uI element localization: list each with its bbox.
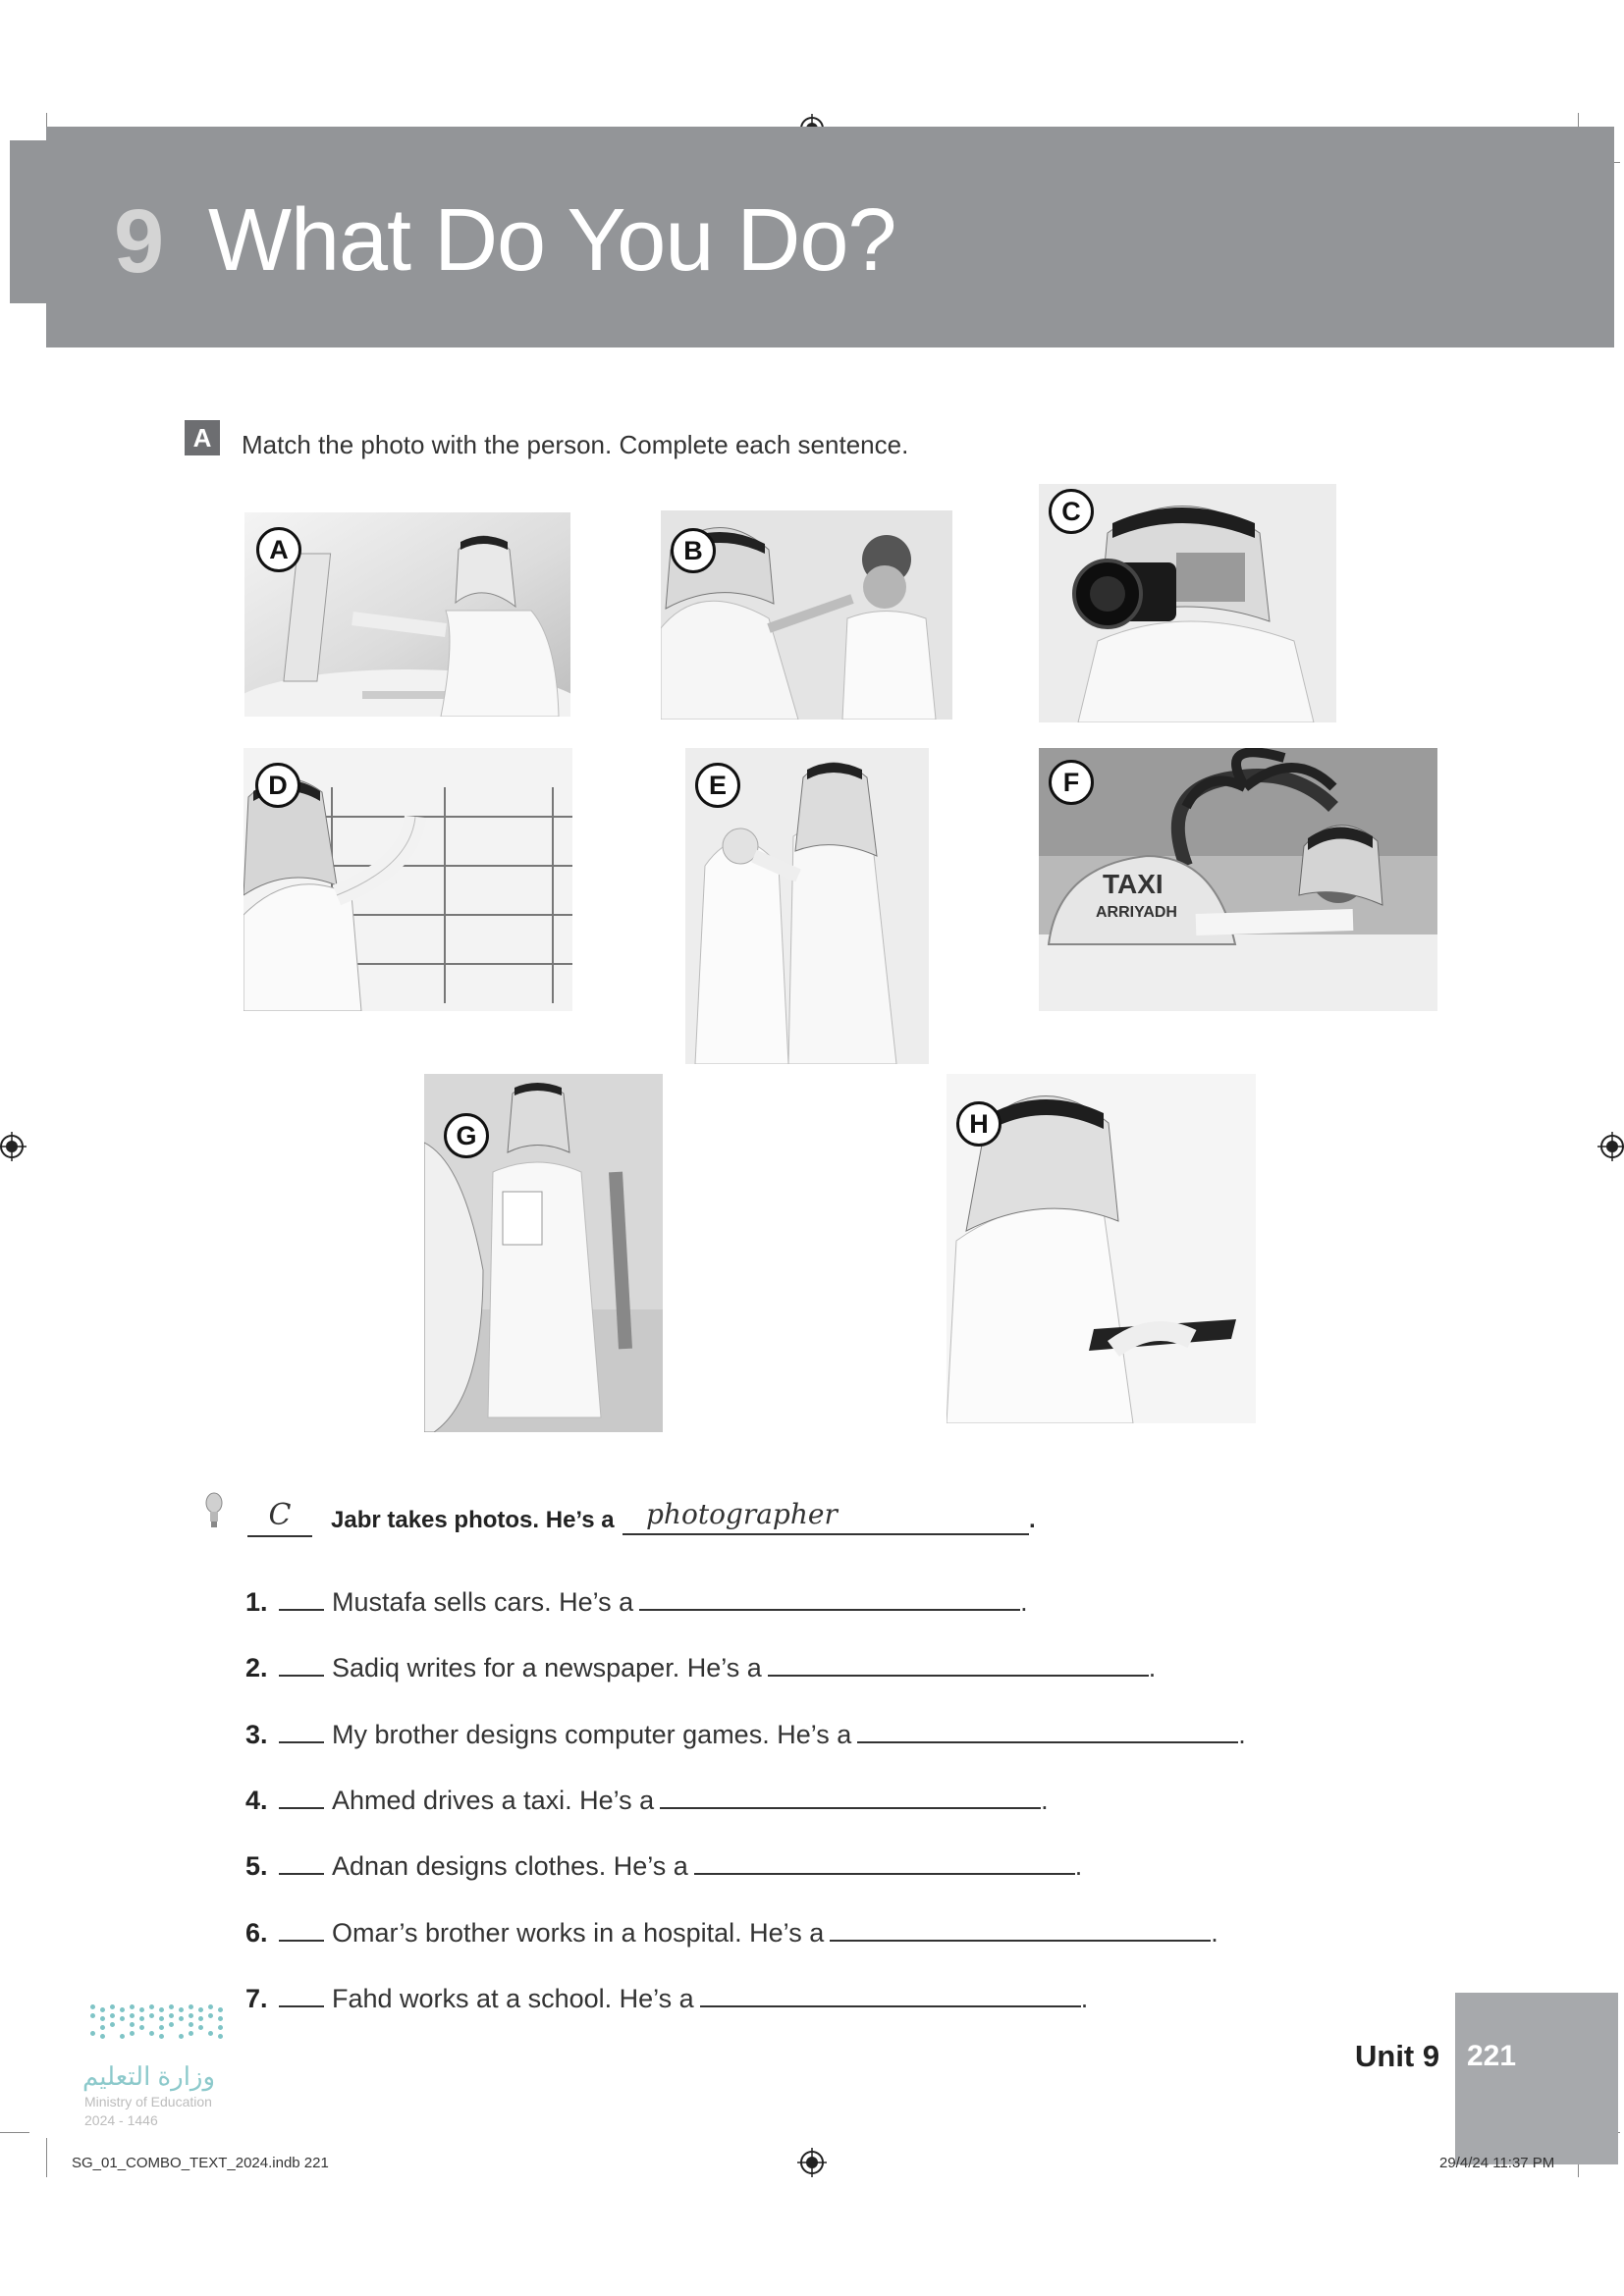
- answer-blank-field[interactable]: [830, 1914, 1211, 1942]
- answer-blank-field[interactable]: [700, 1980, 1081, 2007]
- instruction-text: Match the photo with the person. Complete each sentence.: [242, 430, 909, 459]
- answer-blank-field[interactable]: [660, 1782, 1041, 1809]
- letter-blank-field[interactable]: [279, 1914, 324, 1942]
- logo-dot: [149, 2004, 154, 2009]
- question-period: .: [1238, 1720, 1246, 1749]
- logo-dot: [100, 2007, 105, 2012]
- logo-dot: [139, 2025, 144, 2030]
- logo-dot: [218, 2007, 223, 2012]
- page-number: 221: [1467, 2040, 1517, 2072]
- logo-dot: [100, 2016, 105, 2021]
- example-answer-letter: C: [247, 1498, 312, 1537]
- logo-dot: [149, 2013, 154, 2018]
- letter-blank-field[interactable]: [279, 1847, 324, 1875]
- photo-f-image: [1039, 748, 1437, 1011]
- logo-dot: [179, 2016, 184, 2021]
- photo-label: E: [695, 763, 740, 808]
- logo-dot: [110, 2013, 115, 2018]
- question-text: Omar’s brother works in a hospital. He’s a: [332, 1918, 825, 1948]
- photo-label: D: [255, 763, 300, 808]
- question-text: Sadiq writes for a newspaper. He’s a: [332, 1653, 762, 1682]
- question-number: 7.: [245, 1984, 268, 2013]
- photo-g: [424, 1074, 663, 1432]
- logo-dot: [208, 2031, 213, 2036]
- answer-blank-field[interactable]: [768, 1649, 1149, 1677]
- photo-f: [1039, 748, 1437, 1011]
- logo-dot: [189, 2004, 193, 2009]
- logo-dot: [179, 2007, 184, 2012]
- logo-dot: [159, 2007, 164, 2012]
- logo-dot: [198, 2007, 203, 2012]
- answer-blank-field[interactable]: [639, 1583, 1020, 1611]
- question-number: 3.: [245, 1720, 268, 1749]
- logo-dot: [189, 2022, 193, 2027]
- logo-dot: [130, 2022, 135, 2027]
- ministry-logo: [81, 1993, 277, 2130]
- logo-year-text: 2024 - 1446: [84, 2112, 158, 2128]
- logo-dot: [169, 2022, 174, 2027]
- lightbulb-icon: [203, 1492, 225, 1531]
- logo-dot: [130, 2031, 135, 2036]
- logo-arabic-text: وزارة التعليم: [82, 2061, 216, 2091]
- photo-label: A: [256, 527, 301, 572]
- photo-label: G: [444, 1113, 489, 1158]
- question-3: [245, 1716, 1246, 1755]
- letter-blank-field[interactable]: [279, 1583, 324, 1611]
- photo-label: F: [1049, 760, 1094, 805]
- logo-dot: [159, 2016, 164, 2021]
- example-answer-word: photographer: [623, 1498, 1029, 1535]
- logo-dot: [218, 2016, 223, 2021]
- taxi-sign-text: TAXI: [1103, 869, 1164, 899]
- logo-dot: [90, 2013, 95, 2018]
- registration-mark-icon: [0, 1132, 27, 1161]
- taxi-sign-subtext: ARRIYADH: [1096, 904, 1177, 921]
- logo-dot: [139, 2007, 144, 2012]
- answer-blank-field[interactable]: [694, 1847, 1075, 1875]
- question-period: .: [1211, 1918, 1218, 1948]
- logo-dot: [218, 2034, 223, 2039]
- logo-dot: [159, 2034, 164, 2039]
- photo-label: B: [671, 528, 716, 573]
- question-1: [245, 1583, 1028, 1623]
- banner-tab: [10, 140, 49, 303]
- logo-dot: [90, 2004, 95, 2009]
- logo-dot: [130, 2004, 135, 2009]
- logo-dot: [110, 2004, 115, 2009]
- question-number: 5.: [245, 1851, 268, 1881]
- question-7: [245, 1980, 1088, 2019]
- page-number-tab: [1455, 1993, 1618, 2164]
- letter-blank-field[interactable]: [279, 1782, 324, 1809]
- logo-dot: [198, 2025, 203, 2030]
- page-title: What Do You Do?: [208, 191, 896, 290]
- logo-dot: [90, 2031, 95, 2036]
- logo-dot: [120, 2034, 125, 2039]
- photo-h: [947, 1074, 1256, 1423]
- logo-dot: [159, 2025, 164, 2030]
- question-5: [245, 1847, 1082, 1887]
- question-text: Mustafa sells cars. He’s a: [332, 1587, 634, 1617]
- logo-dot: [218, 2025, 223, 2030]
- logo-dot: [169, 2004, 174, 2009]
- logo-dot: [189, 2013, 193, 2018]
- logo-english-text: Ministry of Education: [84, 2094, 212, 2109]
- photo-label: C: [1049, 489, 1094, 534]
- unit-label: Unit 9: [1355, 2039, 1440, 2073]
- photo-b: [661, 510, 952, 720]
- photo-d: [244, 748, 572, 1011]
- logo-dot: [130, 2013, 135, 2018]
- question-number: 2.: [245, 1653, 268, 1682]
- photo-label: H: [956, 1101, 1001, 1147]
- registration-mark-icon: [797, 2148, 827, 2177]
- question-period: .: [1080, 1984, 1089, 2013]
- logo-dot: [120, 2007, 125, 2012]
- slug-filename: SG_01_COMBO_TEXT_2024.indb 221: [72, 2155, 329, 2171]
- logo-dot: [100, 2025, 105, 2030]
- question-period: .: [1074, 1851, 1083, 1881]
- logo-dot: [208, 2013, 213, 2018]
- logo-dot: [100, 2034, 105, 2039]
- answer-blank-field[interactable]: [857, 1716, 1238, 1743]
- question-number: 4.: [245, 1786, 268, 1815]
- registration-mark-icon: [1597, 1132, 1624, 1161]
- question-text: Adnan designs clothes. He’s a: [332, 1851, 688, 1881]
- logo-dot: [169, 2013, 174, 2018]
- logo-dot: [120, 2016, 125, 2021]
- question-6: [245, 1914, 1218, 1953]
- crop-mark: [46, 2138, 47, 2177]
- section-badge: A: [185, 420, 220, 455]
- example-sentence: Jabr takes photos. He’s a: [331, 1507, 615, 1533]
- logo-dot: [110, 2022, 115, 2027]
- logo-dot: [189, 2031, 193, 2036]
- logo-dot: [139, 2016, 144, 2021]
- crop-mark: [0, 2132, 29, 2133]
- question-4: [245, 1782, 1049, 1821]
- logo-dot: [208, 2004, 213, 2009]
- question-2: [245, 1649, 1156, 1688]
- photo-c: [1039, 484, 1336, 722]
- logo-dot: [198, 2016, 203, 2021]
- example-period: .: [1029, 1507, 1036, 1533]
- letter-blank-field[interactable]: [279, 1716, 324, 1743]
- unit-number: 9: [114, 191, 165, 292]
- question-text: My brother designs computer games. He’s a: [332, 1720, 852, 1749]
- logo-dot: [179, 2034, 184, 2039]
- question-text: Fahd works at a school. He’s a: [332, 1984, 694, 2013]
- photo-e: [685, 748, 929, 1064]
- slug-date: 29/4/24 11:37 PM: [1439, 2155, 1555, 2171]
- question-number: 1.: [245, 1587, 268, 1617]
- letter-blank-field[interactable]: [279, 1649, 324, 1677]
- logo-dot: [149, 2031, 154, 2036]
- question-text: Ahmed drives a taxi. He’s a: [332, 1786, 655, 1815]
- question-period: .: [1148, 1653, 1157, 1682]
- letter-blank-field[interactable]: [279, 1980, 324, 2007]
- photo-a: [244, 512, 570, 717]
- question-period: .: [1041, 1786, 1049, 1815]
- question-number: 6.: [245, 1918, 268, 1948]
- question-period: .: [1020, 1587, 1028, 1617]
